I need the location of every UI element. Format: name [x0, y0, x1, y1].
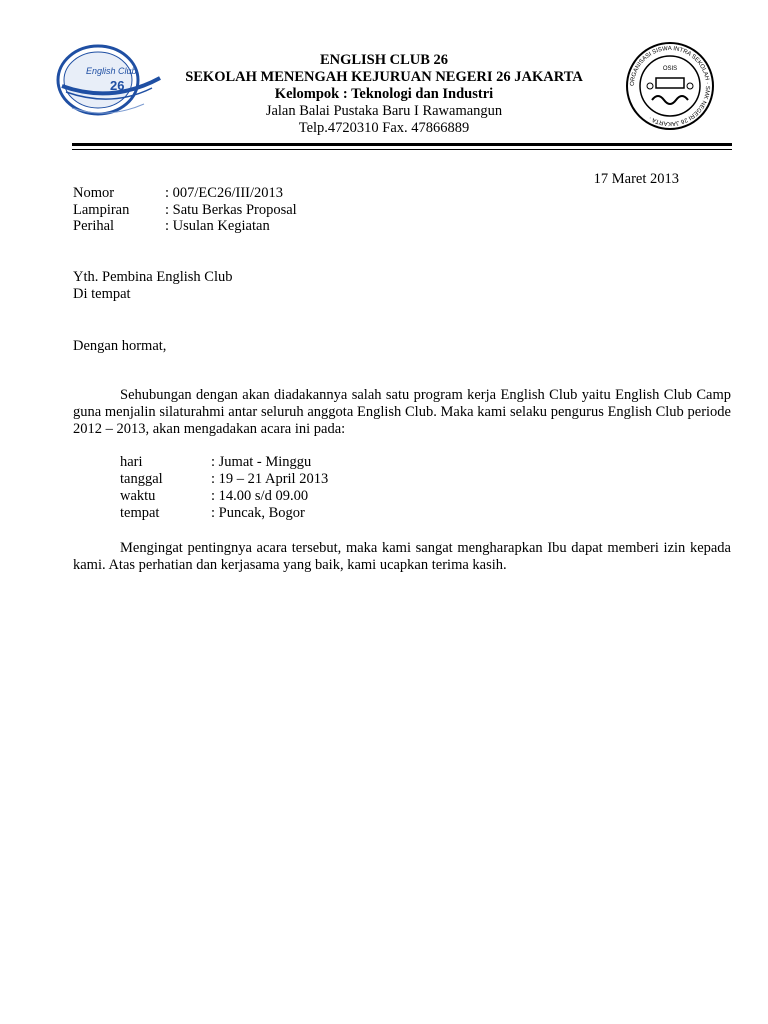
- meta-value-nomor: : 007/EC26/III/2013: [165, 185, 284, 201]
- detail-label-tanggal: tanggal: [120, 471, 163, 487]
- meta-value-lampiran: : Satu Berkas Proposal: [165, 202, 297, 218]
- meta-value-perihal: : Usulan Kegiatan: [165, 218, 270, 234]
- detail-label-tempat: tempat: [120, 505, 160, 521]
- detail-value-hari: : Jumat - Minggu: [211, 454, 312, 470]
- group-heading: Kelompok : Teknologi dan Industri: [274, 86, 494, 102]
- meta-label-nomor: Nomor: [73, 185, 115, 201]
- recipient-location: Di tempat: [73, 286, 131, 302]
- svg-text:OSIS: OSIS: [662, 66, 678, 72]
- recipient-line: Yth. Pembina English Club: [73, 269, 233, 285]
- phone-line: Telp.4720310 Fax. 47866889: [298, 120, 470, 136]
- svg-text:ORGANISASI SISWA INTRA SEKOLAH: ORGANISASI SISWA INTRA SEKOLAH · SMK NEGERI 26 JAKARTA ·: [629, 45, 711, 127]
- svg-text:26: 26: [110, 78, 125, 93]
- letterhead-divider-thick: [72, 143, 732, 146]
- letterhead-divider-thin: [72, 149, 732, 150]
- svg-text:English Club: English Club: [86, 66, 137, 76]
- detail-value-tempat: : Puncak, Bogor: [211, 505, 305, 521]
- closing-paragraph: Mengingat pentingnya acara tersebut, maka kami sangat mengharapkan Ibu dapat memberi izin kepada kami. Atas perhatian dan kerjasama yang baik, kami ucapkan terima kasih.: [73, 540, 731, 573]
- meta-label-perihal: Perihal: [73, 218, 115, 234]
- body-paragraph: Sehubungan dengan akan diadakannya salah satu program kerja English Club yaitu English Club Camp guna menjalin silaturahmi antar seluruh anggota English Club. Maka kami selaku pengurus English Club periode 2012 – 2013, akan mengadakan acara ini pada:: [73, 387, 731, 437]
- letter-date: 17 Maret 2013: [593, 171, 679, 187]
- detail-value-tanggal: : 19 – 21 April 2013: [211, 471, 329, 487]
- meta-label-lampiran: Lampiran: [73, 202, 130, 218]
- detail-label-hari: hari: [120, 454, 143, 470]
- osis-seal-logo: [624, 40, 716, 132]
- club-name-heading: ENGLISH CLUB 26: [319, 52, 449, 68]
- detail-label-waktu: waktu: [120, 488, 156, 504]
- greeting: Dengan hormat,: [73, 338, 167, 354]
- school-name-heading: SEKOLAH MENENGAH KEJURUAN NEGERI 26 JAKARTA: [185, 69, 583, 85]
- address-line: Jalan Balai Pustaka Baru I Rawamangun: [265, 103, 503, 119]
- detail-value-waktu: : 14.00 s/d 09.00: [211, 488, 309, 504]
